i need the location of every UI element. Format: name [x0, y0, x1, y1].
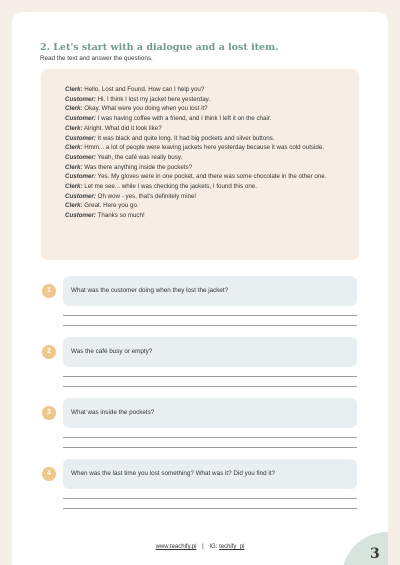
dialogue-line — [65, 134, 347, 144]
dialogue-line — [65, 104, 347, 114]
speaker-label: Clerk: — [65, 202, 83, 210]
speaker-label: Clerk: — [65, 86, 83, 93]
dialogue-line — [65, 85, 347, 95]
dialogue-line — [65, 124, 347, 134]
question-text: What was inside the pockets? — [71, 409, 155, 416]
line-text: Yeah, the café was really busy. — [95, 153, 183, 161]
line-text: Hello. Lost and Found. How can I help you? — [82, 86, 205, 93]
line-text: Let me see... while I was checking the jackets, I found this one. — [82, 183, 257, 191]
line-text: Great. Here you go. — [82, 202, 139, 210]
ig-label: IG: — [209, 544, 218, 550]
speaker-label: Customer: — [65, 153, 96, 161]
speaker-label: Clerk: — [65, 124, 83, 132]
question-text: When was the last time you lost something? What was it? Did you find it? — [71, 470, 276, 477]
dialogue-box — [41, 69, 359, 260]
question-2 — [42, 337, 362, 387]
question-box — [63, 398, 357, 428]
line-text: Yes. My gloves were in one pocket, and there was some chocolate in the other one. — [95, 173, 327, 181]
dialogue-line — [65, 172, 347, 182]
answer-line[interactable] — [63, 447, 357, 448]
dialogue-line — [65, 163, 347, 173]
question-box — [63, 459, 357, 489]
dialogue-line — [65, 211, 347, 221]
line-text: Okay. What were you doing when you lost it? — [82, 105, 208, 113]
speaker-label: Customer: — [65, 115, 96, 123]
page-number: 3 — [370, 546, 380, 562]
line-text: Was there anything inside the pockets? — [82, 163, 193, 171]
line-text: Hi. I think I lost my jacket here yesterday. — [95, 95, 211, 103]
question-text: What was the customer doing when they lost the jacket? — [71, 287, 229, 294]
answer-line[interactable] — [63, 498, 357, 499]
answer-line[interactable] — [63, 508, 357, 509]
dialogue-line — [65, 143, 347, 153]
speaker-label: Customer: — [65, 192, 96, 200]
question-3 — [42, 398, 362, 448]
section-instruction: Read the text and answer the questions. — [40, 55, 153, 62]
dialogue-line — [65, 201, 347, 211]
question-box — [63, 337, 357, 367]
speaker-label: Customer: — [65, 212, 96, 220]
question-number-badge: 4 — [42, 467, 56, 481]
question-number-badge: 1 — [42, 284, 56, 298]
speaker-label: Customer: — [65, 95, 96, 103]
dialogue-line — [65, 153, 347, 163]
line-text: Alright. What did it look like? — [82, 124, 162, 132]
line-text: I was having coffee with a friend, and I think I left it on the chair. — [95, 115, 272, 123]
speaker-label: Clerk: — [65, 183, 83, 191]
dialogue-line — [65, 114, 347, 124]
question-number-badge: 3 — [42, 406, 56, 420]
line-text: Oh wow - yes, that's definitely mine! — [95, 192, 197, 200]
question-text: Was the café busy or empty? — [71, 348, 153, 355]
speaker-label: Clerk: — [65, 105, 83, 113]
dialogue-text — [65, 85, 347, 221]
speaker-label: Customer: — [65, 134, 96, 142]
answer-line[interactable] — [63, 386, 357, 387]
answer-line[interactable] — [63, 325, 357, 326]
speaker-label: Clerk: — [65, 163, 83, 171]
section-title: 2. Let's start with a dialogue and a lost item. — [40, 42, 279, 53]
question-1 — [42, 276, 362, 326]
speaker-label: Customer: — [65, 173, 96, 181]
question-4 — [42, 459, 362, 509]
question-box — [63, 276, 357, 306]
footer — [12, 544, 388, 550]
speaker-label: Clerk: — [65, 144, 83, 152]
worksheet-page — [12, 12, 388, 565]
ig-handle-link[interactable]: techify_pl — [219, 544, 245, 550]
line-text: Thanks so much! — [95, 212, 145, 220]
line-text: Hmm... a lot of people were leaving jackets here yesterday because it was cold outside. — [82, 144, 324, 152]
dialogue-line — [65, 182, 347, 192]
dialogue-line — [65, 95, 347, 105]
question-number-badge: 2 — [42, 345, 56, 359]
website-link[interactable]: www.teachify.pl — [155, 544, 197, 550]
answer-line[interactable] — [63, 437, 357, 438]
answer-line[interactable] — [63, 376, 357, 377]
footer-separator: | — [202, 544, 204, 550]
dialogue-line — [65, 192, 347, 202]
line-text: It was black and quite long. It had big pockets and silver buttons. — [95, 134, 275, 142]
answer-line[interactable] — [63, 315, 357, 316]
